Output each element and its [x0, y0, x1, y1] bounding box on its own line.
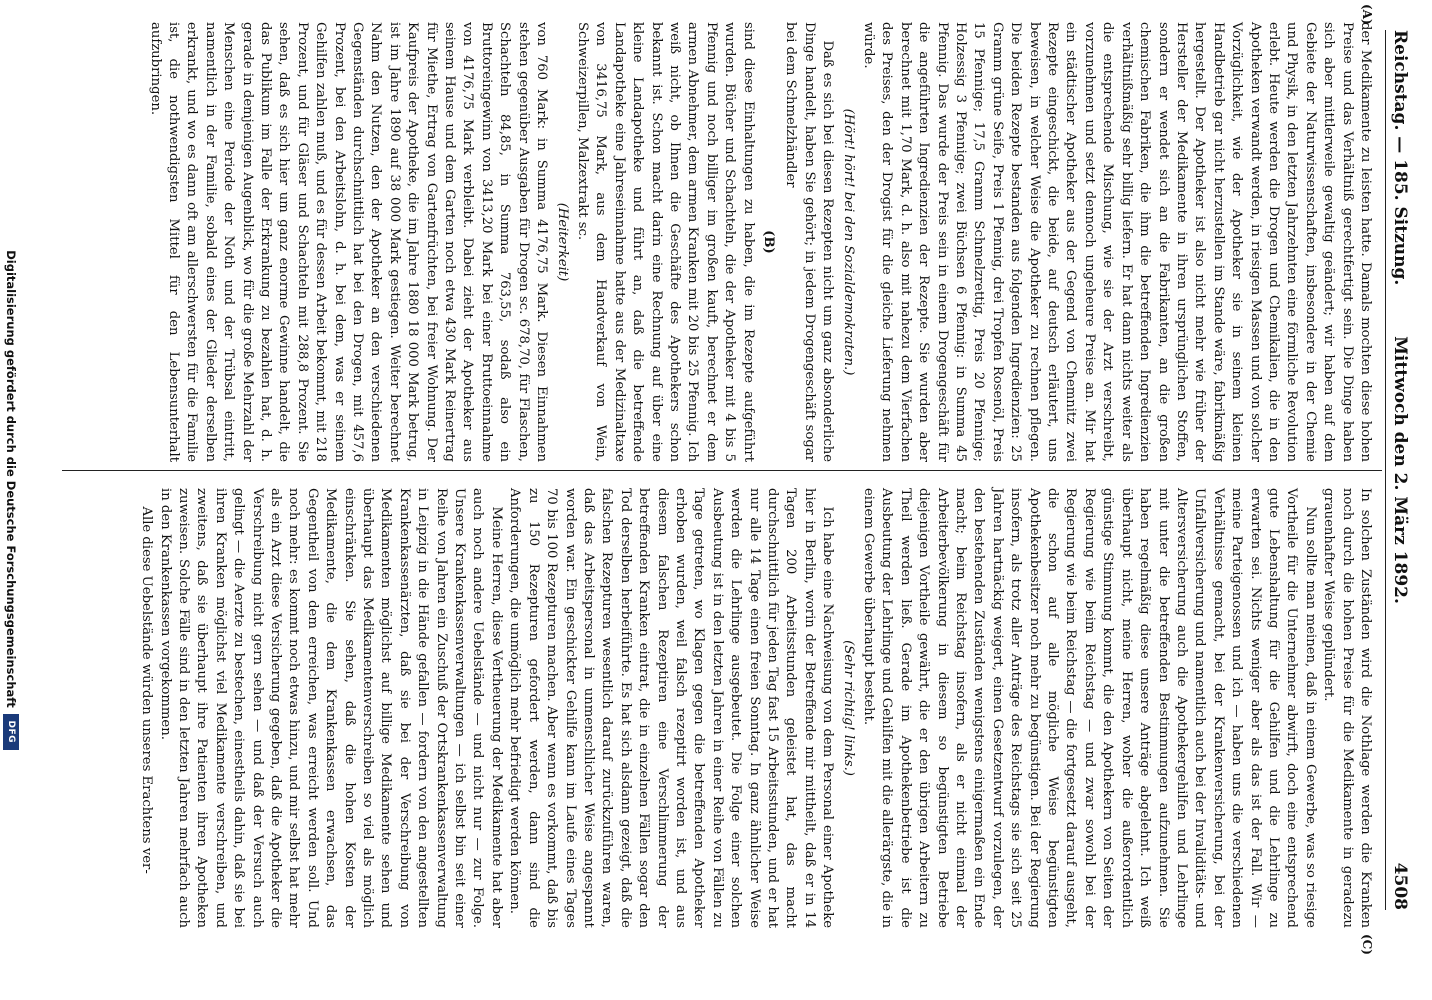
page-header — [1385, 30, 1412, 910]
right-interjection-1: (Sehr richtig! links.) — [840, 640, 856, 776]
right-paragraph-1: In solchen Zuständen wird die Nothlage werden die Kranken noch durch die hohen Preise für die Medikamente in geradezu grauenhafter Weise geplündert. — [1321, 488, 1373, 928]
right-paragraph-3: Ich habe eine Nachweisung von dem Personal einer Apotheke hier in Berlin, worin der Betreffende mir mittheilt, daß er in 14 Tagen 200 Arbeitsstunden geleistet hat, das macht durchschnittlich für jeden Tag fast 15 Arbeitsstunden, und er hat nur alle 14 Tage einen freien Sonntag. In ganz ähnlicher Weise werden die Lehrlinge ausgebeutet. Die Folge einer solchen Ausbeutung ist in den letzten Jahren in einer Reihe von Fällen zu Tage getreten, wo Klagen gegen die betreffenden Apotheker erhoben wurden, weil falsch rezeptirt worden ist, und aus diesem falschen Rezeptiren eine Verschlimmerung der betreffenden Kranken eintrat, die in einzelnen Fällen sogar den Tod derselben herbeiführte. Es hat sich alsdann gezeigt, daß die falschen Rezepturen wesentlich darauf zurückzuführen waren, daß das Arbeitspersonal in unmenschlicher Weise angespannt worden war. Ein geschickter Gehilfe kann im Laufe eines Tages 70 bis 100 Rezepturen machen. Aber wenn es vorkommt, daß bis zu 150 Rezepturen gefordert werden, dann sind die Anforderungen, die unmöglich mehr befriedigt werden können. — [507, 488, 836, 928]
dfg-logo: DFG — [3, 714, 19, 750]
left-paragraph-2: Daß es sich bei diesen Rezepten nicht um ganz absonderliche Dinge handelt, haben Sie gehört; in jedem Drogengeschäft sogar bei dem Schmelzhändler — [783, 22, 836, 462]
header-date: Mittwoch den 2. März 1892. — [1390, 336, 1410, 604]
right-paragraph-4: Meine Herren, diese Vertheuerung der Medikamente hat aber auch noch andere Uebelstände — und nicht nur — zur Folge. Unsere Krankenkassenverwaltungen — ich selbst bin seit einer Reihe von Jahren ein Zuschuß der Ortskrankenkassenverwaltung in Leipzig in die Hände gefallen — fordern von den angestellten Krankenkassenärzten, daß sie bei der Verschreibung von Medikamenten möglichst auf billige Medikamente sehen und überhaupt das Medikamentenverschreiben so viel als möglich einschränken. Sie sehen, daß die hohen Kosten der Medikamente, die dem Krankenkassen erwachsen, das Gegentheil von dem erreichen, was erreicht werden soll. Und noch mehr: es kommt noch etwas hinzu, und mir selbst hat mehr als ein Arzt diese Versicherung gegeben, daß die Apotheker die Verschreibung nicht gern sehen — und daß der Versuch auch gelingt — die Aerzte zu bestechen, einestheils dahin, daß sie bei ihren Kranken möglichst viel Medikamente verschreiben, und zweitens, daß sie überhaupt ihre Patienten ihren Apotheken zuweisen. Solche Fälle sind in den letzten Jahren mehrfach auch in den Krankenkassen vorgekommen. — [157, 488, 504, 928]
column-divider — [62, 470, 1382, 471]
column-marker-c: (C) — [1360, 934, 1374, 955]
column-marker-b: (B) — [761, 230, 776, 254]
right-paragraph-5: Alle diese Uebelstände würden unseres Erachtens ver- — [139, 506, 155, 874]
header-page-number: 4508 — [1390, 862, 1410, 910]
left-paragraph-4: von 760 Mark: in Summa 4176,75 Mark. Diesen Einnahmen stehen gegenüber Ausgaben für Drogen sc. 678,70, für Flaschen, Schachteln 84,85, in Summa 763,55, sodaß also ein Bruttoreingewinn von 3413,20 Mark bei einer Bruttoeinnahme von 4176,75 Mark verbleibt. Dabei zieht der Apotheker aus seinem Hause und dem Garten noch etwa 430 Mark Reinertrag für Miethe, Ertrag von Gartenfrüchten, bei freier Wohnung. Der Kaufpreis der Apotheke, die im Jahre 1880 18 000 Mark betrug, ist im Jahre 1890 auf 38 000 Mark gestiegen. Weiter berechnet Nahm den Nutzen, den der Apotheker an den verschiedenen Gegenständen durchschnittlich hat bei den Drogen, mit 457,6 Prozent, bei den Arbeitslohn, d. h. bei dem, was er seinem Gehilfen zahlen muß, und es für dessen Arbeit bekommt, mit 218 Prozent, und für Gläser und Schachteln mit 288,8 Prozent. Sie sehen, daß es sich hier um ganz enorme Gewinne handelt, die das Publikum im Falle der Erkrankung zu bezahlen hat, d. h. gerade in demjenigen Augenblick, wo für die große Mehrzahl der Menschen eine Periode der Noth und der Trübsal eintritt, namentlich in der Familie, sobald eines der Glieder derselben erkrankt, und wo es dann oft am allerschwersten für die Familie ist, die nothwendigsten Mittel für den Lebensunterhalt aufzubringen. — [147, 22, 550, 462]
left-interjection-1: (Hört! hört! bei den Sozialdemokraten.) — [840, 108, 856, 376]
digitization-credit — [0, 0, 22, 1000]
left-column — [145, 22, 1374, 462]
left-interjection-2: (Heiterkeit) — [554, 202, 570, 282]
credit-text: Digitalisierung gefördert durch die Deutsche Forschungsgemeinschaft — [4, 250, 18, 708]
column-marker-a: (A) — [1360, 4, 1374, 25]
right-paragraph-2: Nun sollte man meinen, daß in einem Gewerbe, was so riesige Vortheile für die Unternehmer abwirft, doch eine entsprechend gute Lebenshaltung für die Gehilfen und die Lehrlinge zu erwarten sei. Nichts weniger aber als das ist der Fall. Wir — meine Parteigenossen und ich — haben uns die verschiedenen Verhältnisse gemacht, bei der Krankenversicherung, bei der Unfallversicherung und namentlich auch bei der Invaliditäts- und Altersversicherung auch die Apothekergehilfen und Lehrlinge mit unter die betreffenden Bestimmungen aufzunehmen. Sie haben regelmäßig diese unsere Anträge abgelehnt. Ich weiß überhaupt nicht, meine Herren, woher die außerordentlich günstige Stimmung kommt, die den Apothekern von Seiten der Regierung wie beim Reichstag — und zwar sowohl bei der Regierung wie beim Reichstag — die fortgesetzt darauf ausgeht, die schon auf alle mögliche Weise begünstigten Apothekenbesitzer noch mehr zu begünstigen. Bei der Regierung insofern, als trotz aller Anträge des Reichstags sie sich seit 25 Jahren hartnäckig weigert, einen Gesetzentwurf vorzulegen, der den bestehenden Zuständen wenigstens einigermaßen ein Ende macht; beim Reichstag insofern, als er nicht einmal der Arbeiterbevölkerung in diesem so begünstigten Betriebe diejenigen Vortheile gewährt, die er den übrigen Arbeitern zu Theil werden ließ. Gerade im Apothekenbetriebe ist die Ausbeutung der Lehrlinge und Gehilfen mit die allerärgste, die in einem Gewerbe überhaupt besteht. — [861, 488, 1318, 928]
header-session: Reichstag. — 185. Sitzung. — [1390, 30, 1410, 286]
right-column — [137, 488, 1374, 928]
left-paragraph-1: der Medikamente zu leisten hatte. Damals mochten diese hohen Preise und das Verhältniß gerechtfertigt sein. Die Dinge haben sich aber mittlerweile gewaltig geändert; wir haben auf dem Gebiete der Naturwissenschaften, insbesondere in der Chemie und Physik, in den letzten Jahrzehnten eine förmliche Revolution erlebt. Heute werden die Drogen und Chemikalien, die in den Apotheken verwandt werden, in riesigen Massen und von solcher Vorzüglichkeit, wie der Apotheker sie in seinem kleinen Handbetrieb gar nicht herzustellen im Stande wäre, fabrikmäßig hergestellt. Der Apotheker ist also nicht mehr wie früher der Hersteller der Medikamente in ihren ursprünglichen Stoffen, sondern er wendet sich an die Fabrikanten, an die großen chemischen Fabriken, die ihm die betreffenden Ingredienzien verhältnißmäßig sehr billig liefern. Er hat dann nichts weiter als die entsprechende Mischung, wie sie der Arzt verschreibt, vorzunehmen und setzt dennoch ungeheure Preise an. Mir hat ein städtischer Apotheker aus der Gegend von Chemnitz zwei Rezepte eingeschickt, die beide, auf deutsch erläutert, uns beweisen, in welcher Weise die Apotheker zu rechnen pflegen. Die beiden Rezepte bestanden aus folgenden Ingredienzien: 25 Gramm grüne Seife, Preis 1 Pfennig, drei Tropfen Rosenöl, Preis 15 Pfennige; 17,5 Gramm Schmelzrettig, Preis 20 Pfennige; Holzessig 3 Pfennige; zwei Büchsen 6 Pfennig: in Summa 45 Pfennig. Das wurde der Preis sein in einem Drogengeschäft für die angeführten Ingredienzien der Rezepte. Sie wurden aber berechnet mit 1,70 Mark, d. h. also mit nahezu dem Vierfachen des Preises, den der Drogist für die gleiche Lieferung nehmen würde. — [861, 22, 1373, 462]
left-paragraph-3: sind diese Einhaltungen zu haben, die im Rezepte aufgeführt wurden. Bücher und Schachteln, die der Apotheker mit 4 bis 5 Pfennig und noch billiger im großen kauft, berechnet er dem armen Abnehmer, dem armen Kranken mit 20 bis 25 Pfennig. Ich weiß nicht, ob Ihnen die Geschäfte des Apothekers schon bekannt ist. Schon macht darin eine Rechnung auf über eine kleine Landapotheke und führt an, daß die betreffende Landapotheke eine Jahreseinnahme hatte aus der Medizinaltaxe von 3416,75 Mark, aus dem Handverkauf von Wein, Schweizerpillen, Malzextrakt sc. — [574, 22, 756, 462]
